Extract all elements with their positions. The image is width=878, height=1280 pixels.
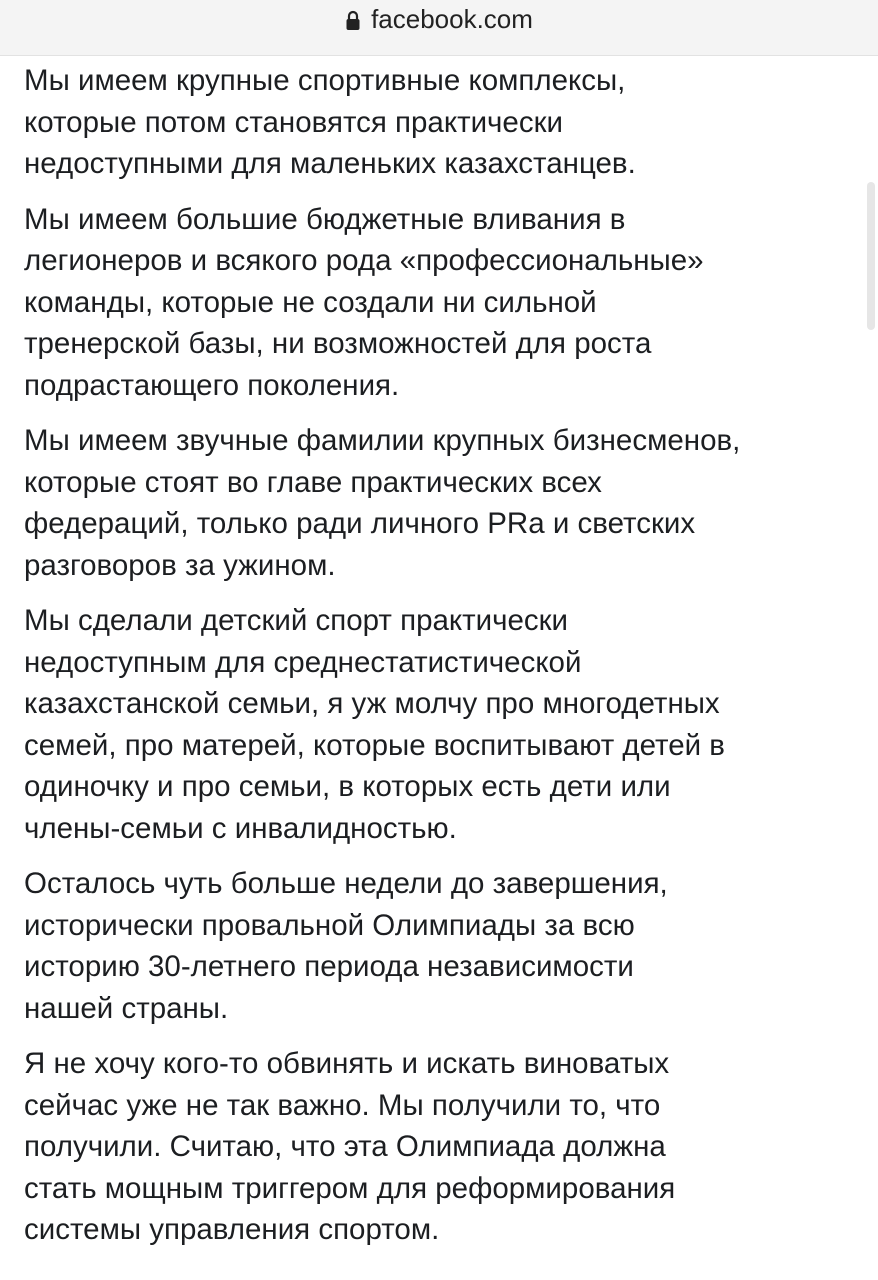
post-paragraph-3: Мы имеем звучные фамилии крупных бизнесменов, которые стоят во главе практических всех федераций, только ради личного PRа и светских разговоров за ужином.: [24, 424, 741, 582]
post-paragraph-1: Мы имеем крупные спортивные комплексы, которые потом становятся практически недоступными для маленьких казахстанцев.: [24, 64, 636, 180]
address-bar[interactable]: [0, 0, 878, 56]
post-paragraph-2: Мы имеем большие бюджетные вливания в легионеров и всякого рода «профессиональные» команды, которые не создали ни сильной тренерской базы, ни возможностей для роста подрастающего поколения.: [24, 202, 704, 402]
post-paragraph-5: Осталось чуть больше недели до завершения, исторически провальной Олимпиады за всю историю 30-летнего периода независимости нашей страны.: [24, 867, 668, 1025]
url-text: facebook.com: [371, 4, 533, 34]
post-paragraph-4: Мы сделали детский спорт практически недоступным для среднестатистической казахстанской семьи, я уж молчу про многодетных семей, про матерей, которые воспитывают детей в одиночку и про семьи, в которых есть дети или члены-семьи с инвалидностью.: [24, 604, 725, 845]
post-text: [24, 60, 864, 1265]
scrollbar[interactable]: [867, 182, 875, 330]
lock-icon: [345, 8, 361, 30]
post-paragraph-6: Я не хочу кого-то обвинять и искать виноватых сейчас уже не так важно. Мы получили то, что получили. Считаю, что эта Олимпиада должна стать мощным триггером для реформирования системы управления спортом.: [24, 1047, 676, 1246]
address-bar-content: [345, 4, 533, 34]
